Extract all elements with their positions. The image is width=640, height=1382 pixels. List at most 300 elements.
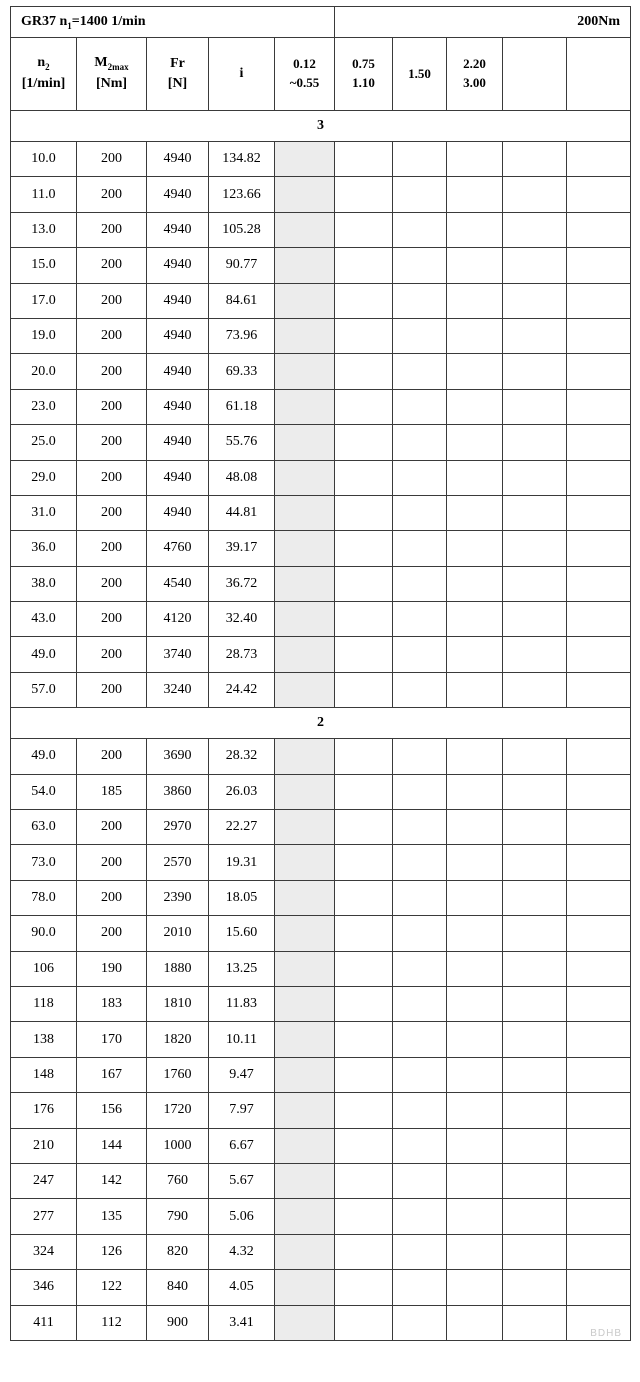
cell-power-option [335, 248, 393, 283]
cell-power-option [567, 739, 631, 774]
cell-n2: 25.0 [11, 425, 77, 460]
table-row [11, 460, 631, 495]
header-empty-1 [503, 38, 567, 111]
table-row [11, 248, 631, 283]
table-row [11, 1199, 631, 1234]
cell-fr: 4940 [147, 212, 209, 247]
cell-power-option [567, 283, 631, 318]
cell-n2: 138 [11, 1022, 77, 1057]
cell-i: 9.47 [209, 1057, 275, 1092]
cell-power-option [335, 566, 393, 601]
cell-power-option [275, 212, 335, 247]
cell-fr: 840 [147, 1270, 209, 1305]
cell-m2max: 200 [77, 460, 147, 495]
cell-fr: 2970 [147, 810, 209, 845]
cell-m2max: 200 [77, 354, 147, 389]
cell-power-option [447, 672, 503, 707]
cell-fr: 4940 [147, 248, 209, 283]
cell-power-option [447, 1234, 503, 1269]
cell-power-option [447, 212, 503, 247]
cell-power-option [275, 495, 335, 530]
cell-n2: 247 [11, 1163, 77, 1198]
cell-i: 123.66 [209, 177, 275, 212]
cell-power-option [275, 739, 335, 774]
header-power-150: 1.50 [393, 38, 447, 111]
cell-m2max: 200 [77, 916, 147, 951]
cell-m2max: 142 [77, 1163, 147, 1198]
cell-power-option [393, 1305, 447, 1340]
table-row [11, 1093, 631, 1128]
header-fr [147, 38, 209, 111]
table-row [11, 354, 631, 389]
cell-power-option [503, 318, 567, 353]
table-row [11, 810, 631, 845]
cell-power-option [393, 637, 447, 672]
cell-m2max: 200 [77, 672, 147, 707]
cell-n2: 277 [11, 1199, 77, 1234]
cell-power-option [275, 177, 335, 212]
table-row [11, 389, 631, 424]
cell-power-option [335, 986, 393, 1021]
header-power-300: 3.00 [463, 75, 486, 90]
cell-power-option [393, 602, 447, 637]
cell-power-option [503, 142, 567, 177]
cell-i: 48.08 [209, 460, 275, 495]
cell-n2: 210 [11, 1128, 77, 1163]
cell-power-option [447, 354, 503, 389]
cell-power-option [335, 495, 393, 530]
cell-fr: 2570 [147, 845, 209, 880]
cell-n2: 10.0 [11, 142, 77, 177]
cell-power-option [275, 1128, 335, 1163]
cell-power-option [393, 986, 447, 1021]
cell-i: 19.31 [209, 845, 275, 880]
cell-n2: 23.0 [11, 389, 77, 424]
cell-power-option [447, 1305, 503, 1340]
cell-power-option [503, 916, 567, 951]
stage-group-label: 2 [11, 708, 631, 739]
table-row [11, 177, 631, 212]
cell-n2: 43.0 [11, 602, 77, 637]
cell-power-option [567, 142, 631, 177]
cell-n2: 11.0 [11, 177, 77, 212]
cell-power-option [275, 425, 335, 460]
table-row [11, 212, 631, 247]
cell-power-option [567, 880, 631, 915]
cell-i: 10.11 [209, 1022, 275, 1057]
header-power-012-055 [275, 38, 335, 111]
cell-power-option [393, 142, 447, 177]
cell-power-option [503, 425, 567, 460]
table-body [11, 111, 631, 1341]
cell-fr: 2010 [147, 916, 209, 951]
cell-i: 28.73 [209, 637, 275, 672]
header-power-220-300 [447, 38, 503, 111]
table-row [11, 880, 631, 915]
cell-power-option [275, 1163, 335, 1198]
table-row [11, 425, 631, 460]
cell-power-option [503, 1093, 567, 1128]
cell-i: 28.32 [209, 739, 275, 774]
header-m2max [77, 38, 147, 111]
cell-power-option [275, 774, 335, 809]
cell-n2: 13.0 [11, 212, 77, 247]
table-row [11, 986, 631, 1021]
cell-power-option [335, 212, 393, 247]
cell-m2max: 167 [77, 1057, 147, 1092]
cell-power-option [447, 637, 503, 672]
cell-m2max: 200 [77, 845, 147, 880]
cell-i: 90.77 [209, 248, 275, 283]
cell-power-option [447, 389, 503, 424]
cell-m2max: 112 [77, 1305, 147, 1340]
cell-power-option [447, 318, 503, 353]
cell-n2: 17.0 [11, 283, 77, 318]
cell-power-option [567, 672, 631, 707]
cell-n2: 148 [11, 1057, 77, 1092]
cell-power-option [567, 1093, 631, 1128]
cell-power-option [335, 810, 393, 845]
header-fr-symbol: Fr [170, 55, 185, 71]
cell-power-option [503, 1128, 567, 1163]
cell-power-option [335, 283, 393, 318]
cell-n2: 19.0 [11, 318, 77, 353]
cell-power-option [447, 1093, 503, 1128]
cell-power-option [503, 283, 567, 318]
cell-i: 18.05 [209, 880, 275, 915]
table-row [11, 739, 631, 774]
watermark: BDHB [590, 1327, 622, 1339]
cell-power-option [447, 774, 503, 809]
header-power-075-110 [335, 38, 393, 111]
cell-power-option [447, 495, 503, 530]
header-m2max-subscript: 2max [107, 62, 129, 73]
cell-power-option [335, 1128, 393, 1163]
cell-n2: 63.0 [11, 810, 77, 845]
cell-power-option [447, 460, 503, 495]
cell-power-option [335, 1022, 393, 1057]
cell-power-option [335, 672, 393, 707]
cell-power-option [567, 495, 631, 530]
cell-power-option [335, 1199, 393, 1234]
cell-power-option [567, 951, 631, 986]
table-row [11, 495, 631, 530]
table-title-row [11, 7, 631, 38]
cell-power-option [335, 354, 393, 389]
cell-power-option [447, 142, 503, 177]
header-power-220: 2.20 [463, 56, 486, 72]
cell-power-option [503, 212, 567, 247]
table-row [11, 1270, 631, 1305]
cell-power-option [393, 1163, 447, 1198]
table-row [11, 283, 631, 318]
cell-power-option [567, 1163, 631, 1198]
cell-fr: 790 [147, 1199, 209, 1234]
cell-n2: 15.0 [11, 248, 77, 283]
cell-power-option [447, 810, 503, 845]
cell-power-option [393, 916, 447, 951]
cell-power-option [503, 531, 567, 566]
header-power-075: 0.75 [352, 56, 375, 72]
cell-power-option [393, 531, 447, 566]
cell-power-option [503, 1057, 567, 1092]
cell-power-option [393, 880, 447, 915]
cell-fr: 3740 [147, 637, 209, 672]
cell-power-option [503, 951, 567, 986]
table-row [11, 672, 631, 707]
cell-fr: 4940 [147, 318, 209, 353]
cell-power-option [393, 318, 447, 353]
cell-n2: 106 [11, 951, 77, 986]
cell-power-option [503, 986, 567, 1021]
cell-power-option [567, 389, 631, 424]
cell-power-option [447, 531, 503, 566]
cell-power-option [275, 566, 335, 601]
cell-power-option [275, 602, 335, 637]
cell-power-option [567, 602, 631, 637]
cell-power-option [503, 1305, 567, 1340]
cell-power-option [393, 566, 447, 601]
header-fr-unit: [N] [167, 76, 188, 91]
cell-power-option [275, 951, 335, 986]
stage-group-label: 3 [11, 111, 631, 142]
title-left-main: GR37 n [21, 13, 68, 29]
cell-power-option [503, 566, 567, 601]
cell-i: 61.18 [209, 389, 275, 424]
cell-power-option [335, 389, 393, 424]
cell-power-option [503, 354, 567, 389]
cell-m2max: 183 [77, 986, 147, 1021]
cell-fr: 1000 [147, 1128, 209, 1163]
cell-i: 134.82 [209, 142, 275, 177]
gear-ratio-sheet [10, 6, 630, 1341]
cell-power-option [335, 425, 393, 460]
cell-power-option [447, 951, 503, 986]
cell-i: 7.97 [209, 1093, 275, 1128]
cell-m2max: 200 [77, 389, 147, 424]
cell-fr: 4940 [147, 283, 209, 318]
title-right-cell: 200Nm [335, 7, 631, 38]
cell-i: 32.40 [209, 602, 275, 637]
cell-n2: 20.0 [11, 354, 77, 389]
cell-power-option [447, 1163, 503, 1198]
cell-power-option [393, 212, 447, 247]
cell-power-option [567, 425, 631, 460]
cell-i: 26.03 [209, 774, 275, 809]
cell-power-option [335, 531, 393, 566]
cell-power-option [447, 1270, 503, 1305]
table-row [11, 1234, 631, 1269]
cell-power-option [393, 1022, 447, 1057]
table-row [11, 774, 631, 809]
cell-m2max: 200 [77, 248, 147, 283]
cell-m2max: 200 [77, 810, 147, 845]
cell-fr: 4940 [147, 495, 209, 530]
cell-m2max: 200 [77, 425, 147, 460]
cell-power-option [567, 460, 631, 495]
cell-power-option [275, 531, 335, 566]
cell-power-option [393, 845, 447, 880]
cell-power-option [393, 1128, 447, 1163]
cell-power-option [503, 495, 567, 530]
cell-power-option [393, 1199, 447, 1234]
cell-power-option [335, 880, 393, 915]
cell-power-option [447, 602, 503, 637]
cell-power-option [275, 986, 335, 1021]
cell-power-option [393, 739, 447, 774]
cell-n2: 73.0 [11, 845, 77, 880]
title-left-subscript: 1 [67, 20, 72, 31]
table-row [11, 1163, 631, 1198]
cell-power-option [335, 845, 393, 880]
cell-power-option [503, 774, 567, 809]
cell-fr: 4940 [147, 389, 209, 424]
cell-fr: 4940 [147, 354, 209, 389]
cell-power-option [393, 1093, 447, 1128]
cell-power-option [447, 248, 503, 283]
header-i: i [209, 38, 275, 111]
table-row [11, 566, 631, 601]
cell-power-option [567, 566, 631, 601]
cell-power-option [335, 460, 393, 495]
cell-power-option [275, 142, 335, 177]
cell-fr: 3240 [147, 672, 209, 707]
cell-i: 6.67 [209, 1128, 275, 1163]
cell-i: 55.76 [209, 425, 275, 460]
cell-power-option [447, 1022, 503, 1057]
cell-power-option [447, 1199, 503, 1234]
cell-power-option [503, 637, 567, 672]
cell-power-option [447, 283, 503, 318]
cell-n2: 49.0 [11, 637, 77, 672]
cell-power-option [393, 672, 447, 707]
cell-m2max: 122 [77, 1270, 147, 1305]
cell-m2max: 200 [77, 283, 147, 318]
cell-i: 69.33 [209, 354, 275, 389]
cell-power-option [447, 916, 503, 951]
cell-m2max: 200 [77, 212, 147, 247]
cell-power-option [447, 1057, 503, 1092]
cell-n2: 346 [11, 1270, 77, 1305]
cell-power-option [567, 212, 631, 247]
table-row [11, 602, 631, 637]
cell-i: 84.61 [209, 283, 275, 318]
cell-power-option [393, 774, 447, 809]
cell-power-option [335, 739, 393, 774]
cell-power-option [275, 1093, 335, 1128]
cell-power-option [567, 986, 631, 1021]
cell-fr: 3860 [147, 774, 209, 809]
cell-power-option [335, 1305, 393, 1340]
table-row [11, 916, 631, 951]
cell-power-option [335, 916, 393, 951]
cell-power-option [567, 531, 631, 566]
cell-m2max: 200 [77, 142, 147, 177]
cell-power-option [275, 1305, 335, 1340]
cell-i: 4.05 [209, 1270, 275, 1305]
cell-power-option [503, 1022, 567, 1057]
cell-i: 3.41 [209, 1305, 275, 1340]
cell-power-option [503, 602, 567, 637]
header-n2 [11, 38, 77, 111]
header-n2-unit: [1/min] [21, 76, 66, 92]
table-row [11, 531, 631, 566]
cell-m2max: 200 [77, 880, 147, 915]
cell-fr: 1720 [147, 1093, 209, 1128]
cell-power-option [503, 845, 567, 880]
cell-fr: 820 [147, 1234, 209, 1269]
cell-n2: 54.0 [11, 774, 77, 809]
cell-i: 105.28 [209, 212, 275, 247]
stage-group-row [11, 111, 631, 142]
title-left-rest: =1400 1/min [71, 13, 146, 29]
cell-power-option [503, 1163, 567, 1198]
cell-n2: 118 [11, 986, 77, 1021]
cell-power-option [275, 845, 335, 880]
cell-power-option [335, 637, 393, 672]
table-row [11, 142, 631, 177]
header-m2max-symbol: M [94, 55, 108, 71]
cell-power-option [275, 1022, 335, 1057]
cell-power-option [393, 425, 447, 460]
cell-m2max: 200 [77, 177, 147, 212]
cell-fr: 4540 [147, 566, 209, 601]
cell-i: 22.27 [209, 810, 275, 845]
cell-power-option [503, 1199, 567, 1234]
cell-fr: 760 [147, 1163, 209, 1198]
cell-power-option [447, 739, 503, 774]
cell-power-option [275, 1270, 335, 1305]
cell-m2max: 156 [77, 1093, 147, 1128]
cell-power-option [567, 1057, 631, 1092]
cell-fr: 1760 [147, 1057, 209, 1092]
cell-power-option [393, 248, 447, 283]
table-row [11, 1128, 631, 1163]
cell-m2max: 144 [77, 1128, 147, 1163]
cell-power-option [447, 845, 503, 880]
cell-power-option [567, 1022, 631, 1057]
cell-n2: 411 [11, 1305, 77, 1340]
cell-m2max: 200 [77, 495, 147, 530]
cell-i: 5.67 [209, 1163, 275, 1198]
cell-power-option [275, 916, 335, 951]
cell-power-option [447, 425, 503, 460]
cell-power-option [447, 880, 503, 915]
cell-n2: 38.0 [11, 566, 77, 601]
cell-m2max: 135 [77, 1199, 147, 1234]
cell-m2max: 200 [77, 602, 147, 637]
cell-power-option [447, 986, 503, 1021]
cell-power-option [567, 637, 631, 672]
cell-fr: 4120 [147, 602, 209, 637]
cell-power-option [393, 495, 447, 530]
cell-power-option [447, 566, 503, 601]
cell-fr: 1880 [147, 951, 209, 986]
cell-m2max: 200 [77, 637, 147, 672]
cell-power-option [393, 1234, 447, 1269]
table-row [11, 845, 631, 880]
cell-power-option [567, 1128, 631, 1163]
gear-ratio-table [10, 6, 631, 1341]
table-row [11, 318, 631, 353]
cell-power-option [275, 248, 335, 283]
cell-power-option [503, 248, 567, 283]
cell-i: 4.32 [209, 1234, 275, 1269]
cell-power-option [503, 1270, 567, 1305]
cell-power-option [335, 1234, 393, 1269]
cell-i: 36.72 [209, 566, 275, 601]
header-n2-subscript: 2 [45, 62, 50, 73]
